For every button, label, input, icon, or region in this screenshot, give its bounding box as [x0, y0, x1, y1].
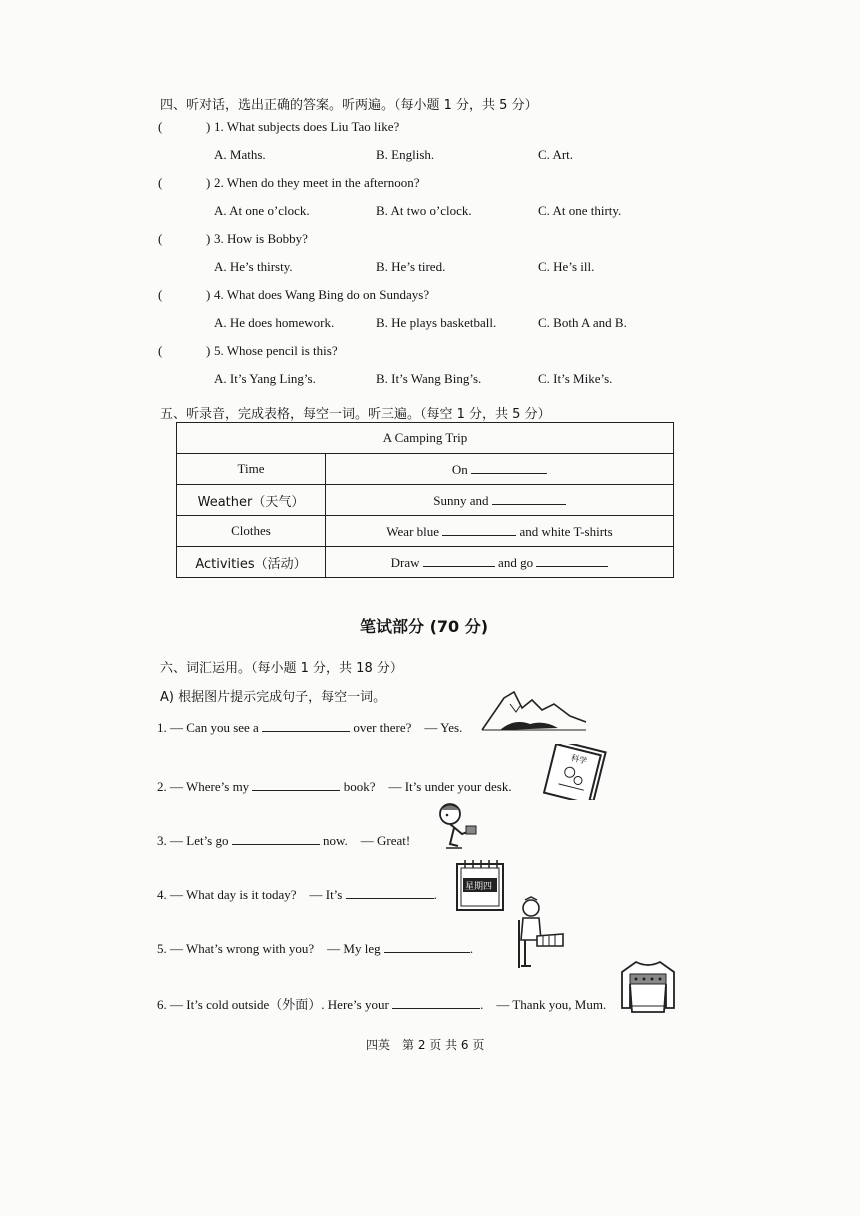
- answer-paren-open[interactable]: (: [158, 231, 163, 246]
- sweater-icon: [618, 956, 678, 1016]
- option-b[interactable]: B. English.: [376, 147, 435, 162]
- option-a[interactable]: A. He’s thirsty.: [214, 259, 293, 274]
- written-part-title: 笔试部分 (70 分): [360, 617, 489, 636]
- vocab-item-6: [157, 994, 606, 1013]
- item-text: over there? — Yes.: [353, 720, 463, 735]
- vocab-item-5: [157, 938, 473, 957]
- question-text: 1. What subjects does Liu Tao like?: [214, 119, 400, 134]
- item-text: .: [469, 941, 474, 956]
- item-text: 6. — It’s cold outside（外面）. Here’s your: [157, 997, 389, 1012]
- question-text: 3. How is Bobby?: [214, 231, 308, 246]
- mountain-icon: [480, 690, 588, 734]
- option-c[interactable]: C. He’s ill.: [538, 259, 595, 274]
- answer-paren-close[interactable]: ): [206, 119, 211, 134]
- option-c[interactable]: C. Both A and B.: [538, 315, 627, 330]
- answer-blank[interactable]: [262, 719, 350, 732]
- option-a[interactable]: A. It’s Yang Ling’s.: [214, 371, 316, 386]
- option-b[interactable]: B. At two o’clock.: [376, 203, 472, 218]
- item-text: book? — It’s under your desk.: [343, 779, 512, 794]
- row-content: [326, 454, 674, 485]
- answer-paren-close[interactable]: ): [206, 287, 211, 302]
- item-text: now. — Great!: [323, 833, 411, 848]
- injured-leg-icon: [511, 896, 567, 970]
- answer-paren-close[interactable]: ): [206, 175, 211, 190]
- row-label: Clothes: [177, 516, 326, 547]
- book-label: 科学: [570, 753, 588, 766]
- question-text: 4. What does Wang Bing do on Sundays?: [214, 287, 430, 302]
- item-text: 3. — Let’s go: [157, 833, 229, 848]
- page-footer: 四英 第 2 页 共 6 页: [366, 1038, 485, 1052]
- section4-heading: 四、听对话，选出正确的答案。听两遍。（每小题 1 分，共 5 分）: [160, 98, 538, 113]
- option-b[interactable]: B. He’s tired.: [376, 259, 446, 274]
- row-text: On: [451, 461, 468, 477]
- row-label: Activities（活动）: [177, 547, 326, 578]
- answer-blank[interactable]: [384, 940, 470, 953]
- row-text: Draw: [390, 554, 420, 570]
- item-text: 4. — What day is it today? — It’s: [157, 887, 343, 902]
- item-text: . — Thank you, Mum.: [480, 997, 607, 1012]
- option-b[interactable]: B. He plays basketball.: [376, 315, 497, 330]
- section6-heading: 六、词汇运用。（每小题 1 分，共 18 分）: [160, 661, 403, 676]
- section5-heading: 五、听录音，完成表格，每空一词。听三遍。（每空 1 分，共 5 分）: [160, 407, 551, 422]
- vocab-item-3: [157, 830, 410, 849]
- answer-paren-open[interactable]: (: [158, 119, 163, 134]
- option-b[interactable]: B. It’s Wang Bing’s.: [376, 371, 482, 386]
- item-text: .: [433, 887, 437, 902]
- answer-paren-close[interactable]: ): [206, 343, 211, 358]
- option-a[interactable]: A. He does homework.: [214, 315, 335, 330]
- table-row: [177, 516, 674, 547]
- row-text: Sunny and: [433, 492, 489, 508]
- answer-blank[interactable]: [252, 778, 340, 791]
- table-row: [177, 547, 674, 578]
- answer-blank[interactable]: [423, 554, 495, 567]
- answer-blank[interactable]: [442, 523, 516, 536]
- row-content: [326, 485, 674, 516]
- answer-paren-close[interactable]: ): [206, 231, 211, 246]
- vocab-item-1: [157, 717, 462, 736]
- science-book-icon: [542, 744, 612, 800]
- option-a[interactable]: A. Maths.: [214, 147, 266, 162]
- section6-subheading: A) 根据图片提示完成句子，每空一词。: [160, 690, 387, 705]
- row-text: and go: [498, 554, 534, 570]
- answer-paren-open[interactable]: (: [158, 175, 163, 190]
- item-text: 2. — Where’s my: [157, 779, 250, 794]
- question-text: 2. When do they meet in the afternoon?: [214, 175, 420, 190]
- option-c[interactable]: C. It’s Mike’s.: [538, 371, 613, 386]
- option-a[interactable]: A. At one o’clock.: [214, 203, 310, 218]
- row-label: Time: [177, 454, 326, 485]
- row-content: [326, 547, 674, 578]
- answer-paren-open[interactable]: (: [158, 287, 163, 302]
- answer-blank[interactable]: [232, 832, 320, 845]
- skating-child-icon: [432, 800, 484, 852]
- item-text: 1. — Can you see a: [157, 720, 259, 735]
- answer-paren-open[interactable]: (: [158, 343, 163, 358]
- row-content: [326, 516, 674, 547]
- camping-trip-table: [176, 422, 674, 578]
- table-row: [177, 454, 674, 485]
- vocab-item-2: [157, 776, 512, 795]
- answer-blank[interactable]: [346, 886, 434, 899]
- vocab-item-4: [157, 884, 437, 903]
- option-c[interactable]: C. Art.: [538, 147, 574, 162]
- row-text: and white T-shirts: [519, 523, 613, 539]
- option-c[interactable]: C. At one thirty.: [538, 203, 622, 218]
- answer-blank[interactable]: [536, 554, 608, 567]
- answer-blank[interactable]: [392, 996, 480, 1009]
- item-text: 5. — What’s wrong with you? — My leg: [157, 941, 381, 956]
- answer-blank[interactable]: [471, 461, 547, 474]
- answer-blank[interactable]: [492, 492, 566, 505]
- row-label: Weather（天气）: [177, 485, 326, 516]
- row-text: Wear blue: [386, 523, 440, 539]
- calendar-label: 星期四: [465, 882, 493, 892]
- calendar-icon: [455, 858, 505, 912]
- table-row: [177, 485, 674, 516]
- question-text: 5. Whose pencil is this?: [214, 343, 338, 358]
- table-title: A Camping Trip: [177, 423, 674, 454]
